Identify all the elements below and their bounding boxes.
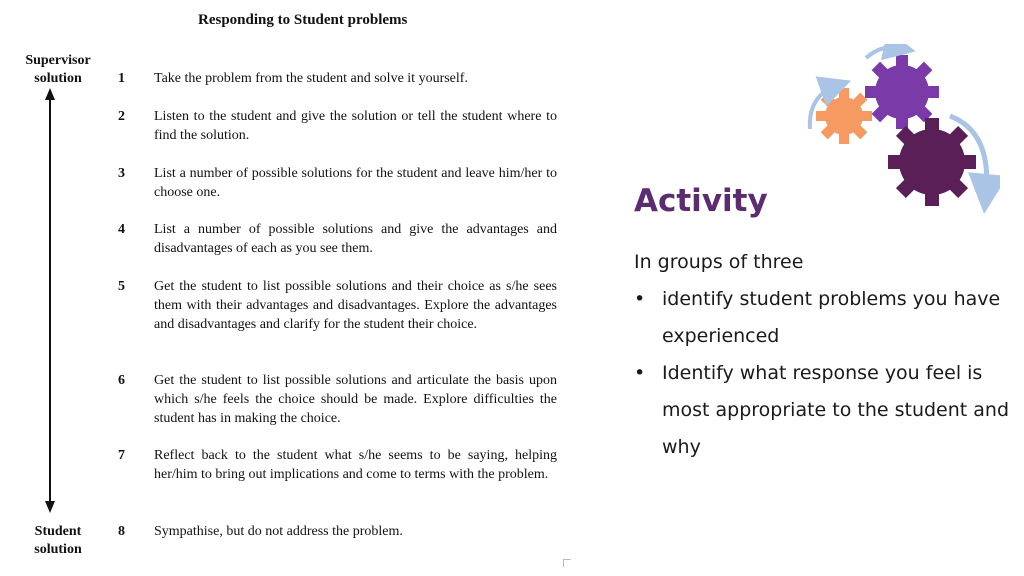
- item-number: 3: [118, 166, 125, 181]
- item-text: Sympathise, but do not address the problem.: [154, 524, 403, 539]
- item-number: 2: [118, 109, 125, 124]
- bullet-text: Identify what response you feel is most appropriate to the student and why: [662, 362, 1010, 458]
- bullet-text: identify student problems you have experienced: [662, 288, 1001, 347]
- item-text: Get the student to list possible solutions and their choice as s/he sees them with their advantages and disadvantages. Explore the advantages and disadvantages and clarify for the student their choice.: [154, 279, 557, 332]
- activity-intro: In groups of three: [634, 251, 804, 273]
- activity-body: [634, 244, 1014, 466]
- activity-bullet: [634, 281, 1014, 355]
- gears-icon: [800, 44, 1000, 214]
- document-title: Responding to Student problems: [198, 12, 408, 28]
- axis-label-student-solution: Student solution: [34, 524, 82, 557]
- activity-bullet: [634, 355, 1014, 466]
- item-number: 5: [118, 279, 125, 294]
- axis-label-supervisor-solution: Supervisor solution: [25, 53, 91, 86]
- corner-mark: [563, 559, 571, 567]
- item-number: 4: [118, 222, 125, 237]
- purple-gear-icon: [865, 55, 939, 129]
- dark-gear-icon: [888, 118, 976, 206]
- item-text: Take the problem from the student and solve it yourself.: [154, 71, 468, 86]
- item-text: List a number of possible solutions and give the advantages and disadvantages of each as you see them.: [154, 222, 557, 256]
- double-arrow-icon: [40, 88, 60, 513]
- item-number: 7: [118, 448, 125, 463]
- item-number: 1: [118, 71, 125, 86]
- item-text: List a number of possible solutions for the student and leave him/her to choose one.: [154, 166, 557, 200]
- item-text: Reflect back to the student what s/he seems to be saying, helping her/him to bring out implications and come to terms with the problem.: [154, 448, 557, 482]
- item-text: Listen to the student and give the solution or tell the student where to find the solution.: [154, 109, 557, 143]
- item-text: Get the student to list possible solutions and articulate the basis upon which s/he feels the choice should be made. Explore difficulties the student has in making the choice.: [154, 373, 557, 426]
- item-number: 8: [118, 524, 125, 539]
- item-number: 6: [118, 373, 125, 388]
- bullet-icon: •: [634, 362, 646, 384]
- activity-title: Activity: [634, 183, 768, 219]
- curved-arrow-icon: [866, 47, 900, 58]
- orange-gear-icon: [816, 88, 872, 144]
- bullet-icon: •: [634, 288, 646, 310]
